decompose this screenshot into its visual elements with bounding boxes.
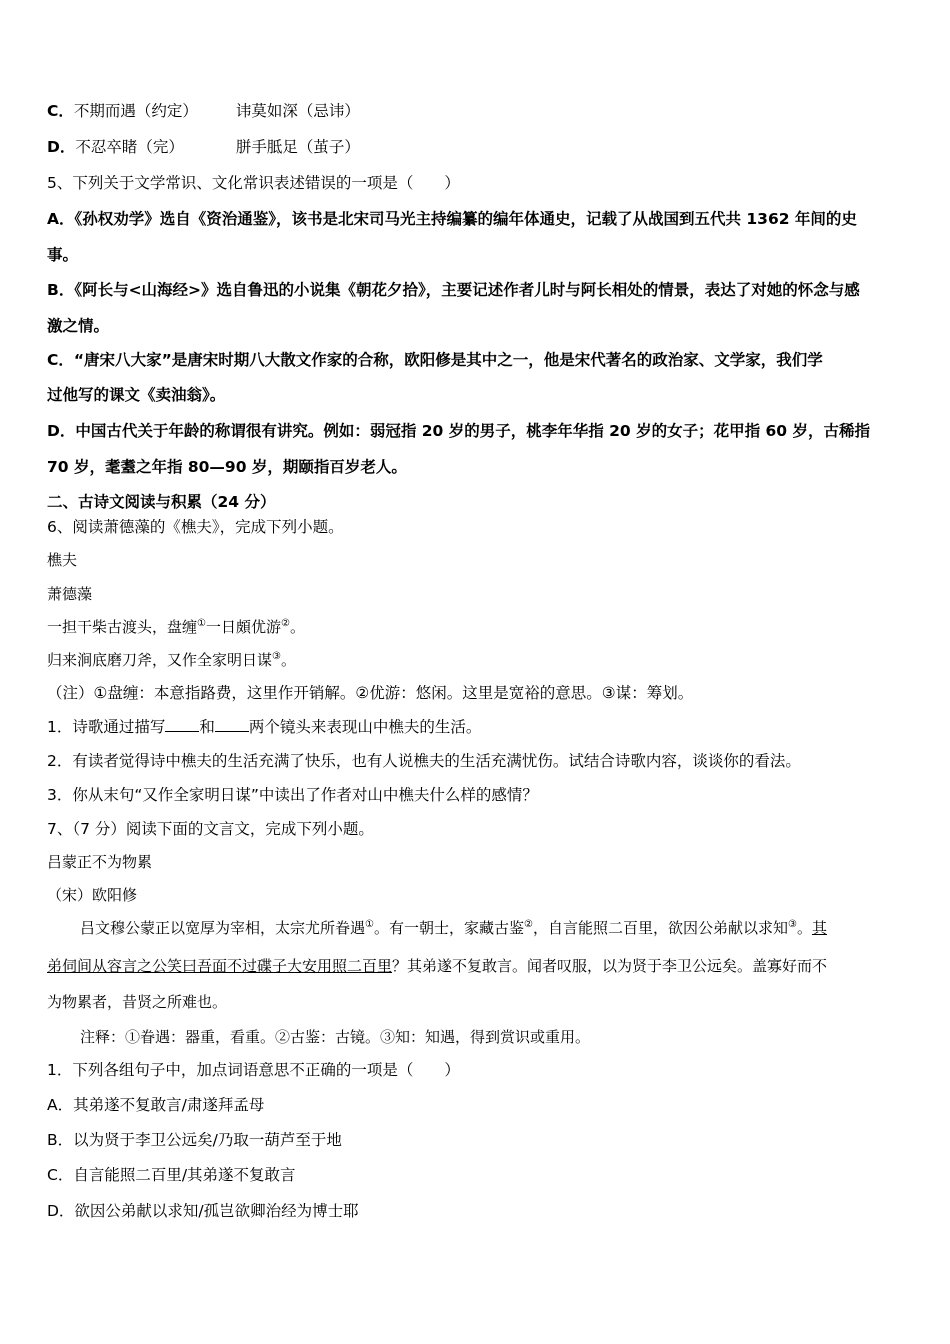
section-title: 二、古诗文阅读与积累（24 分）	[47, 493, 276, 511]
passage-line-1: 吕文穆公蒙正以宽厚为宰相，太宗尤所眷遇①。有一朝士，家藏古鉴②，自言能照二百里，欲因公弟献以求知③。其	[80, 919, 827, 937]
answer-blank[interactable]	[165, 717, 199, 732]
poem-title: 樵夫	[47, 551, 78, 569]
q4-option-c: C．不期而遇（约定） 讳莫如深（忌讳）	[47, 102, 360, 120]
q5-option-a-line2: 事。	[47, 246, 79, 264]
q7-option-b: B．以为贤于李卫公远矣/乃取一葫芦至于地	[47, 1131, 342, 1149]
passage-line-3: 为物累者，昔贤之所难也。	[47, 993, 228, 1011]
q4-option-d: D．不忍卒睹（完） 胼手胝足（茧子）	[47, 138, 360, 156]
q6-sub-1: 1．诗歌通过描写 和 两个镜头来表现山中樵夫的生活。	[47, 718, 482, 736]
q7-option-d: D．欲因公弟献以求知/孤岂欲卿治经为博士耶	[47, 1202, 359, 1220]
passage-annotation: 注释：①眷遇：器重，看重。②古鉴：古镜。③知：知遇，得到赏识或重用。	[80, 1028, 591, 1046]
q5-option-a-line1: A．《孙权劝学》选自《资治通鉴》，该书是北宋司马光主持编纂的编年体通史，记载了从战国到五代共 1362 年间的史	[47, 210, 857, 228]
q5-option-d-line2: 70 岁，耄耋之年指 80—90 岁，期颐指百岁老人。	[47, 458, 407, 476]
poem-line-2: 归来涧底磨刀斧，又作全家明日谋③。	[47, 651, 296, 669]
q5-option-c-line2: 过他写的课文《卖油翁》。	[47, 386, 226, 404]
q7-option-c: C．自言能照二百里/其弟遂不复敢言	[47, 1166, 296, 1184]
passage-line-2: 弟伺间从容言之公笑曰吾面不过碟子大安用照二百里？其弟遂不复敢言。闻者叹服，以为贤于李卫公远矣。盖寡好而不	[47, 957, 828, 975]
poem-line-1: 一担干柴古渡头，盘缠①一日頗优游②。	[47, 618, 305, 636]
q5-option-c-line1: C．“唐宋八大家”是唐宋时期八大散文作家的合称，欧阳修是其中之一，他是宋代著名的政治家、文学家，我们学	[47, 351, 823, 369]
q7-option-a: A．其弟遂不复敢言/肃遂拜孟母	[47, 1096, 265, 1114]
poem-note: （注）①盘缠：本意指路费，这里作开销解。②优游：悠闲。这里是宽裕的意思。③谋：筹划。	[47, 684, 694, 702]
q5-stem: 5、下列关于文学常识、文化常识表述错误的一项是（ ）	[47, 174, 460, 192]
q7-sub-1: 1．下列各组句子中，加点词语意思不正确的一项是（ ）	[47, 1061, 460, 1079]
passage-author: （宋）欧阳修	[47, 886, 138, 904]
poem-author: 萧德藻	[47, 585, 93, 603]
q5-option-b-line2: 激之情。	[47, 317, 110, 335]
q5-option-b-line1: B．《阿长与<山海经>》选自鲁迅的小说集《朝花夕拾》，主要记述作者儿时与阿长相处的情景，表达了对她的怀念与感	[47, 281, 860, 299]
q6-stem: 6、阅读萧德藻的《樵夫》，完成下列小题。	[47, 518, 344, 536]
q5-option-d-line1: D．中国古代关于年龄的称谓很有讲究。例如：弱冠指 20 岁的男子，桃李年华指 20 岁的女子；花甲指 60 岁，古稀指	[47, 422, 870, 440]
q7-stem: 7、（7 分）阅读下面的文言文，完成下列小题。	[47, 820, 374, 838]
answer-blank[interactable]	[215, 717, 249, 732]
passage-title: 吕蒙正不为物累	[47, 853, 153, 871]
q6-sub-3: 3．你从末句“又作全家明日谋”中读出了作者对山中樵夫什么样的感情？	[47, 786, 538, 804]
q6-sub-2: 2．有读者觉得诗中樵夫的生活充满了快乐，也有人说樵夫的生活充满忧伤。试结合诗歌内容，谈谈你的看法。	[47, 752, 801, 770]
